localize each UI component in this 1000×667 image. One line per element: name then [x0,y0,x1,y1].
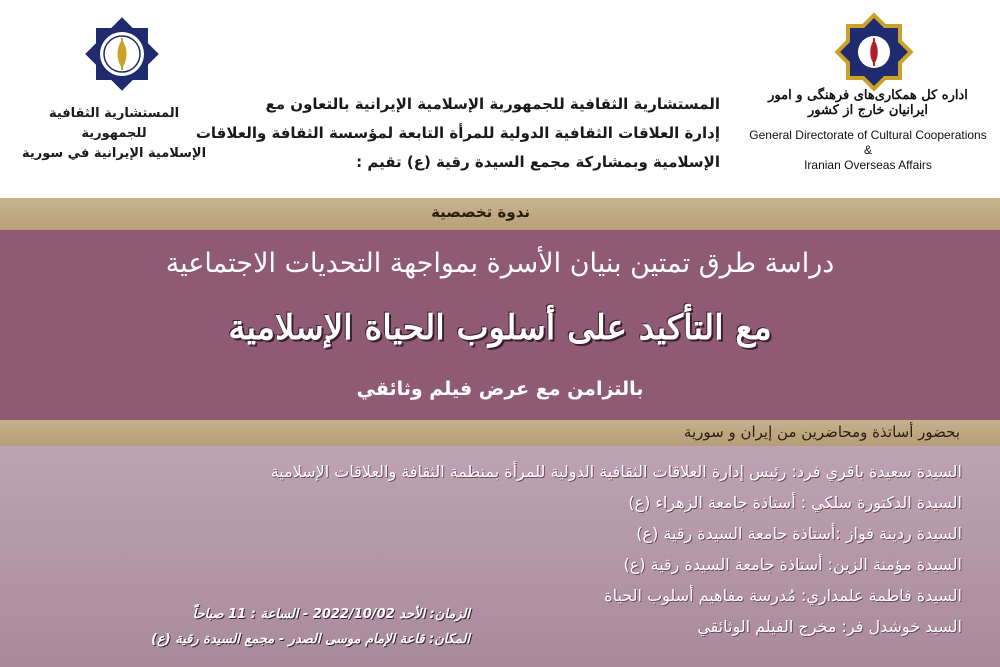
event-time: الزمان: الأحد 2022/10/02 - الساعة : 11 صباحاً [192,607,470,622]
attendance-text: بحضور أساتذة ومحاضرين من إيران و سورية [683,423,960,441]
english-caption-line: General Directorate of Cultural Cooperations [749,128,987,142]
event-title-line1: دراسة طرق تمتين بنيان الأسرة بمواجهة التحديات الاجتماعية [165,248,835,279]
intro-line: الإسلامية وبمشاركة مجمع السيدة رقية (ع) تقيم : [356,153,720,171]
speaker-item: السيدة سعيدة باقري فرد: رئيس إدارة العلاقات الثقافية الدولية للمرأة بمنظمة الثقافة والعلاقات الإسلامية [270,462,962,481]
header [0,0,1000,198]
left-caption-line: الإسلامية الإيرانية في سورية [21,146,207,161]
directorate-persian-caption: اداره کل همکاری‌های فرهنگی و امور ایرانیان خارج از کشور [768,88,968,118]
event-place: المكان: قاعة الإمام موسى الصدر - مجمع السيدة رقية (ع) [151,632,470,647]
attendance-band [0,420,1000,446]
event-title-line2: مع التأكيد على أسلوب الحياة الإسلامية [228,308,772,348]
english-caption-line: & [863,143,872,157]
event-details [110,602,470,652]
speaker-item: السيدة ردينة فواز :أستاذة جامعة السيدة رقية (ع) [636,524,962,543]
event-subtitle: بالتزامن مع عرض فيلم وثائقي [356,378,644,400]
speaker-item: السيد خوشدل فر: مخرج الفيلم الوثائقي [697,617,962,636]
left-caption-line: المستشارية الثقافية للجمهورية [48,106,180,141]
intro-line: إدارة العلاقات الثقافية الدولية للمرأة التابعة لمؤسسة الثقافة والعلاقات [195,124,720,142]
cultural-counsellor-emblem-icon [82,14,162,94]
speaker-item: السيدة فاطمة علمداري: مُدرسة مفاهيم أسلوب الحياة [604,586,962,605]
directorate-emblem-icon [834,12,914,92]
intro-line: المستشارية الثقافية للجمهورية الإسلامية الإيرانية بالتعاون مع [265,95,720,113]
event-type-label: ندوة تخصصية [431,203,530,221]
intro-text [195,90,720,177]
speaker-item: السيدة الدكتورة سلكي : أستاذة جامعة الزهراء (ع) [628,493,962,512]
event-type-band [0,198,1000,230]
left-organization-caption [16,104,212,164]
directorate-english-caption [748,128,988,173]
english-caption-line: Iranian Overseas Affairs [804,158,932,172]
speaker-item: السيدة مؤمنة الزين: أستاذة جامعة السيدة رقية (ع) [623,555,962,574]
